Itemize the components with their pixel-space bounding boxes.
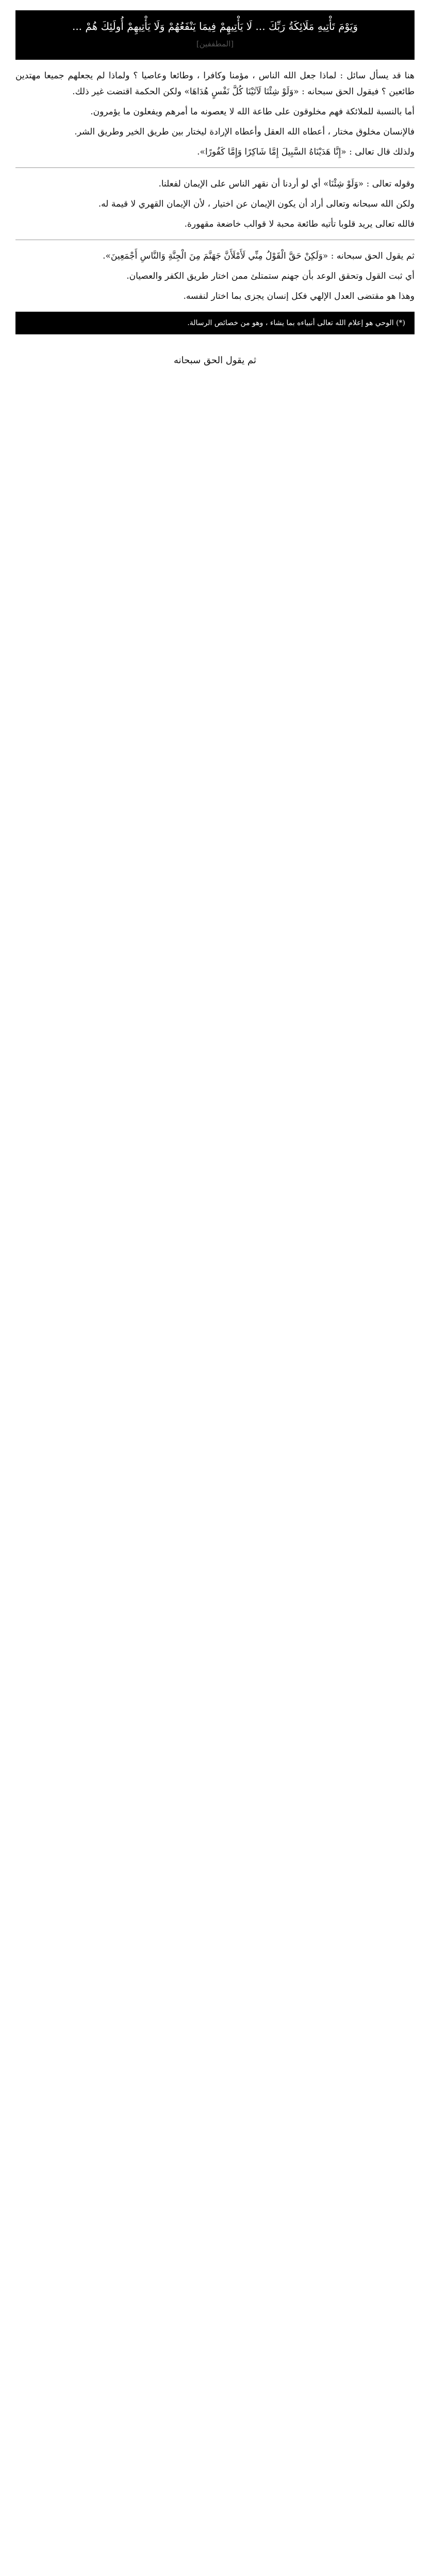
closing-line: ثم يقول الحق سبحانه bbox=[173, 355, 257, 366]
section-divider bbox=[15, 167, 415, 168]
paragraph: ولكن الله سبحانه وتعالى أراد أن يكون الإيمان عن اختيار ، لأن الإيمان القهري لا قيمة له. bbox=[98, 199, 415, 209]
banner-verse: وَيَوْمَ تَأْتِيهِ مَلَائِكَةُ رَبِّكَ ... لَا يَأْتِيهِمْ فِيمَا يَنْفَعُهُمْ وَلَا يَأْتِيهِمْ أُولَئِكَ هُمْ ... bbox=[72, 20, 358, 32]
top-verse-banner bbox=[15, 10, 415, 60]
paragraph: ثم يقول الحق سبحانه : «وَلَكِنْ حَقَّ الْقَوْلُ مِنِّي لَأَمْلَأَنَّ جَهَنَّمَ مِنَ الْجِنَّةِ وَالنَّاسِ أَجْمَعِينَ». bbox=[103, 251, 415, 261]
paragraph: أما بالنسبة للملائكة فهم مخلوقون على طاعة الله لا يعصونه ما أمرهم ويفعلون ما يؤمرون. bbox=[90, 107, 415, 117]
banner-verse-ref: [المطففين] bbox=[196, 39, 234, 48]
paragraph: هنا قد يسأل سائل : لماذا جعل الله الناس ، مؤمنا وكافرا ، وطائعا وعاصيا ؟ ولماذا لم يجعلهم جميعا مهتدين طائعين ؟ فيقول الحق سبحانه : «وَلَوْ شِئْنَا لَآتَيْنَا كُلَّ نَفْسٍ هُدَاهَا» ولكن الحكمة اقتضت غير ذلك. bbox=[15, 71, 415, 97]
paragraph: ولذلك قال تعالى : «إِنَّا هَدَيْنَاهُ السَّبِيلَ إِمَّا شَاكِرًا وَإِمَّا كَفُورًا». bbox=[197, 147, 415, 157]
paragraph: أي ثبت القول وتحقق الوعد بأن جهنم ستمتلئ ممن اختار طريق الكفر والعصيان. bbox=[126, 271, 415, 281]
paragraph: فالله تعالى يريد قلوبا تأتيه طائعة محبة لا قوالب خاضعة مقهورة. bbox=[184, 219, 415, 229]
section-2 bbox=[15, 176, 415, 232]
footnote-box: (*) الوحي هو إعلام الله تعالى أنبياءه بما يشاء ، وهو من خصائص الرسالة. bbox=[15, 312, 415, 334]
paragraph: وهذا هو مقتضى العدل الإلهي فكل إنسان يجزى بما اختار لنفسه. bbox=[183, 291, 415, 301]
paragraph: فالإنسان مخلوق مختار ، أعطاه الله العقل وأعطاه الإرادة ليختار بين طريق الخير وطريق الشر. bbox=[74, 127, 415, 137]
section-1 bbox=[15, 68, 415, 160]
paragraph: وقوله تعالى : «وَلَوْ شِئْنَا» أي لو أردنا أن نقهر الناس على الإيمان لفعلنا. bbox=[158, 179, 415, 189]
section-3 bbox=[15, 248, 415, 304]
